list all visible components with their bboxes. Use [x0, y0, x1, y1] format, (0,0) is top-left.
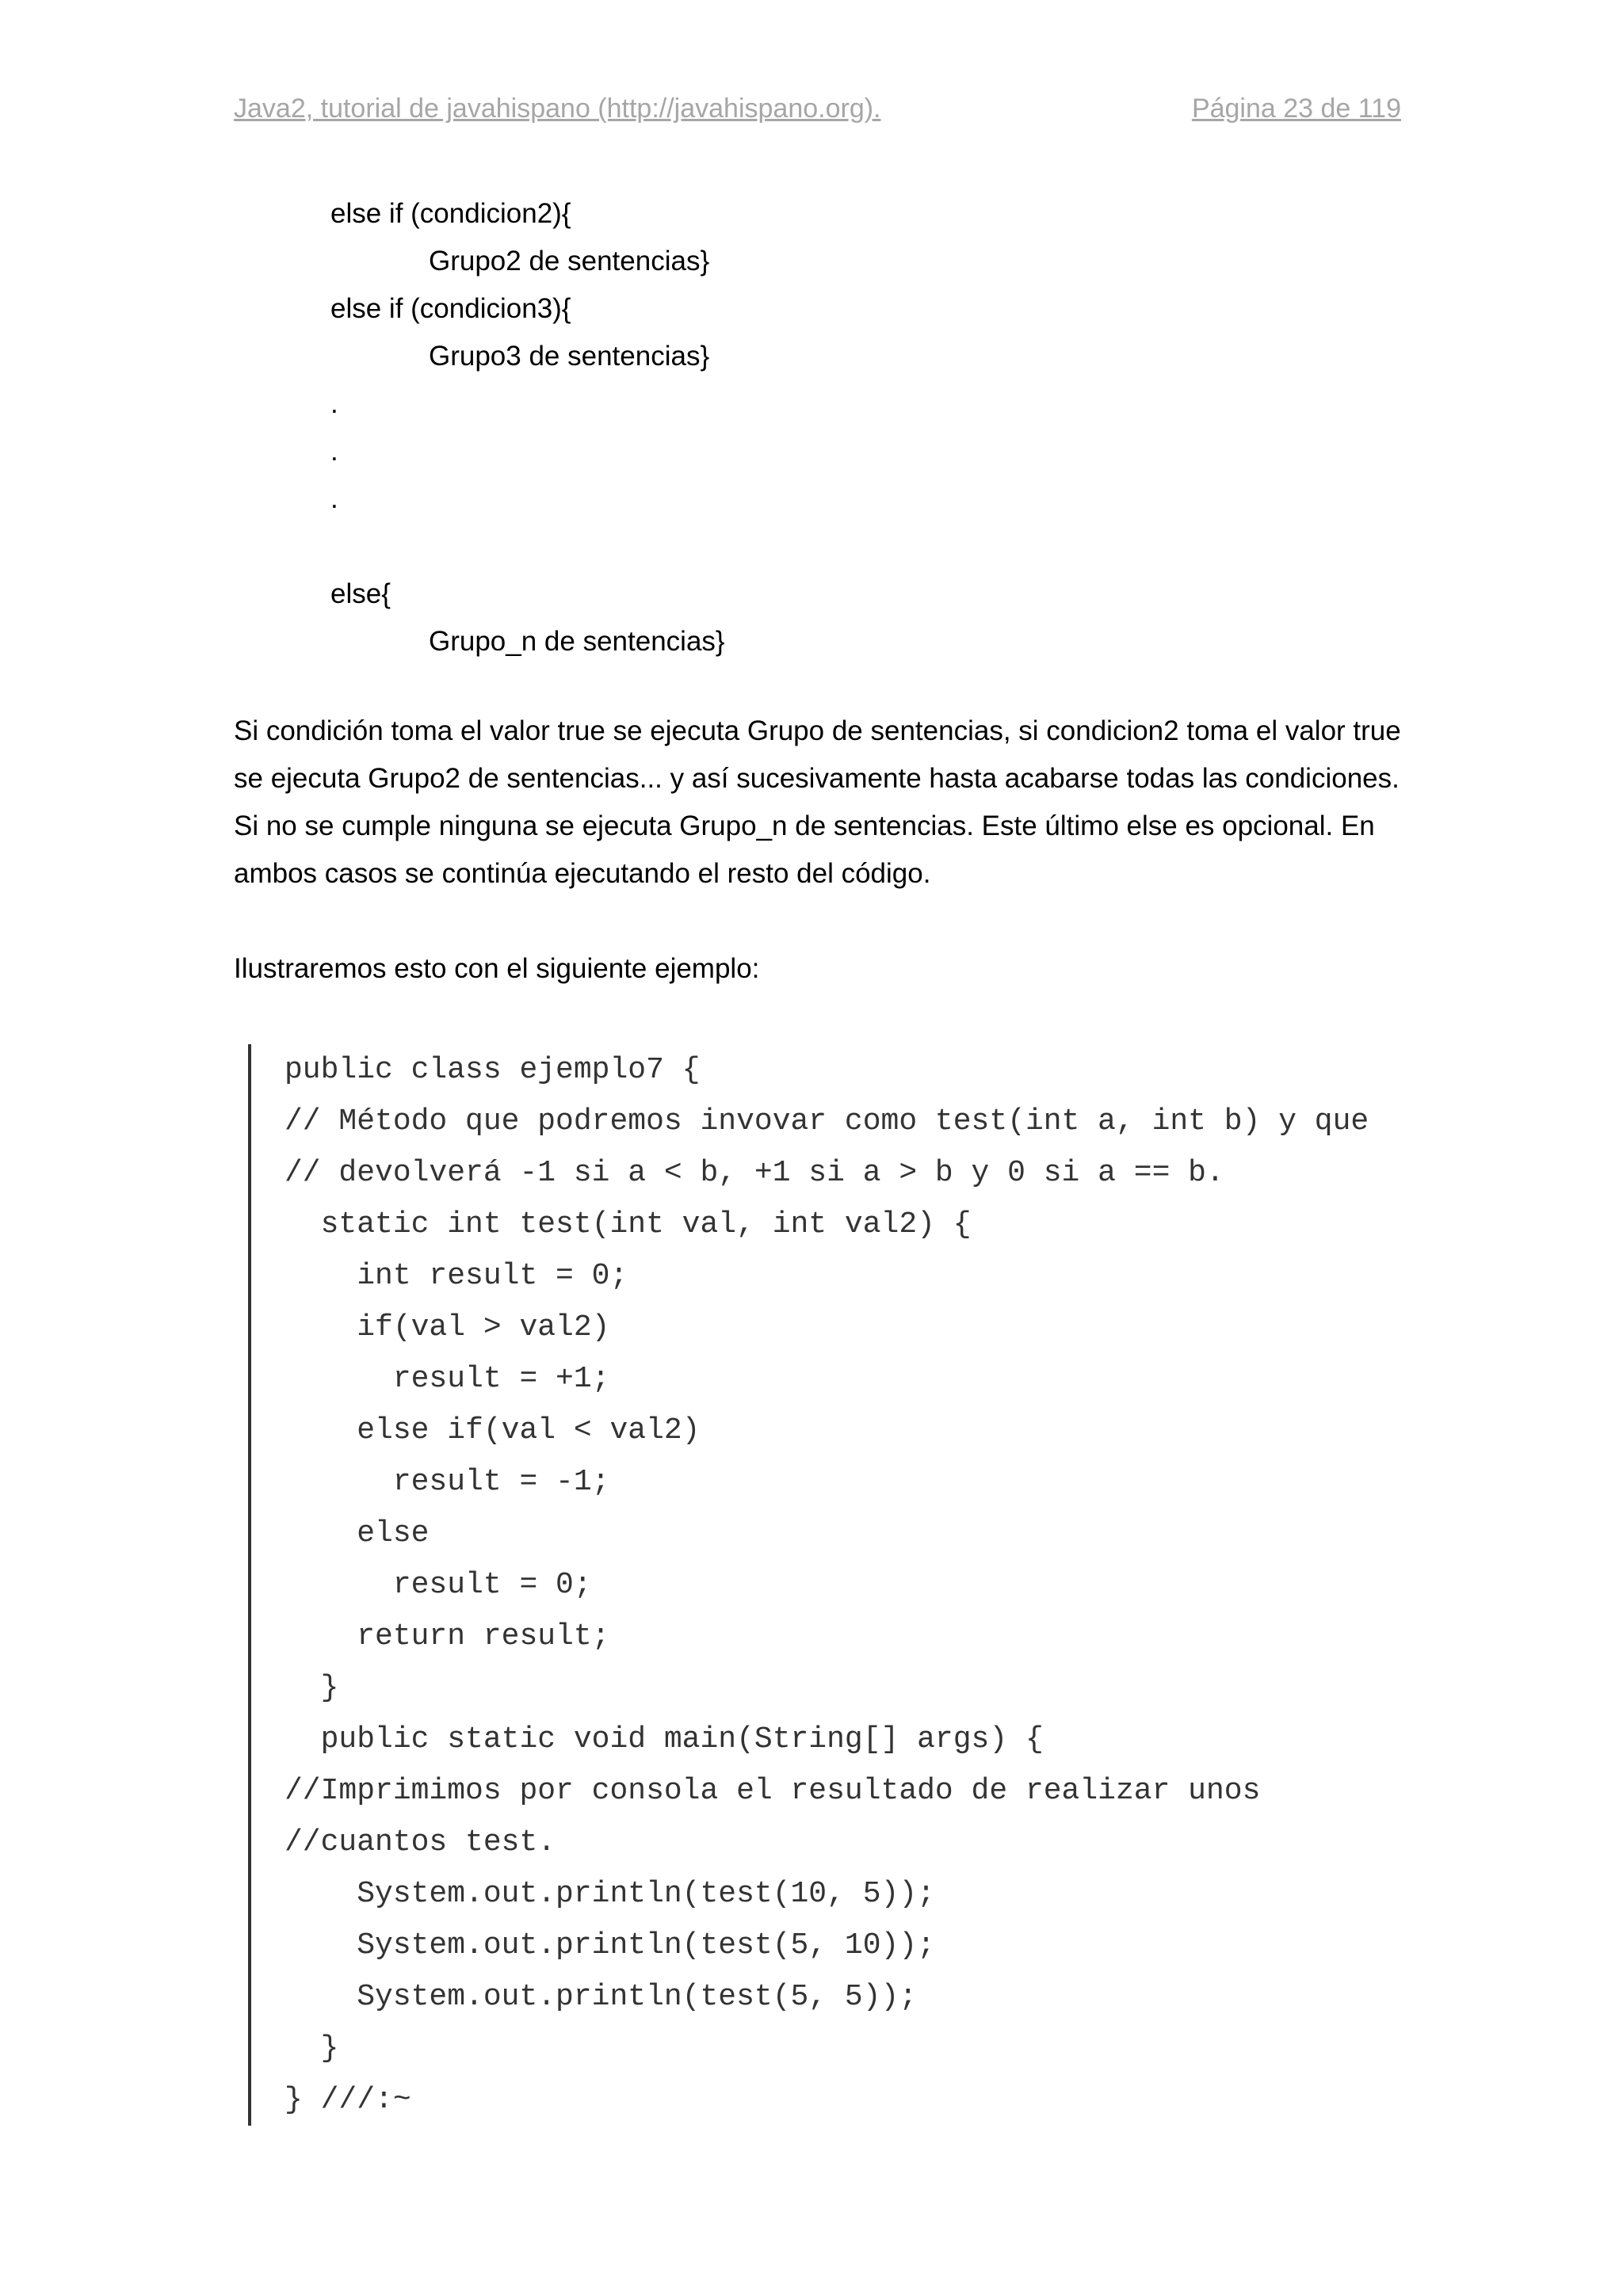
code-line: } [285, 2031, 339, 2065]
code-line: else if(val < val2) [285, 1413, 701, 1447]
code-line: // Método que podremos invovar como test(int a, int b) y que [285, 1104, 1369, 1138]
syntax-line: else if (condicion2){ [330, 198, 571, 229]
syntax-line: . [330, 483, 338, 514]
syntax-line: . [330, 388, 338, 419]
code-block [248, 1044, 1416, 2126]
code-line: if(val > val2) [285, 1310, 610, 1344]
code-line: //Imprimimos por consola el resultado de realizar unos [285, 1774, 1261, 1808]
code-line: } [285, 1671, 339, 1705]
code-listing [285, 1044, 1369, 2126]
syntax-line: else{ [330, 578, 391, 609]
page-header [234, 93, 1401, 133]
syntax-line: else if (condicion3){ [330, 293, 571, 324]
header-page-number[interactable]: Página 23 de 119 [1191, 93, 1401, 124]
code-line: int result = 0; [285, 1259, 628, 1293]
syntax-line [330, 523, 725, 570]
syntax-line: Grupo_n de sentencias} [429, 626, 725, 657]
syntax-line: Grupo2 de sentencias} [429, 246, 710, 277]
code-line: public static void main(String[] args) { [285, 1722, 1044, 1756]
code-line: else [285, 1516, 430, 1550]
code-line: System.out.println(test(10, 5)); [285, 1877, 935, 1911]
code-line: // devolverá -1 si a < b, +1 si a > b y 0 si a == b. [285, 1156, 1224, 1190]
syntax-line: Grupo3 de sentencias} [429, 341, 710, 372]
code-line: static int test(int val, int val2) { [285, 1207, 972, 1241]
code-line: return result; [285, 1619, 610, 1653]
code-line: public class ejemplo7 { [285, 1053, 701, 1087]
header-title-link[interactable]: Java2, tutorial de javahispano (http://javahispano.org). [234, 93, 881, 124]
example-intro-paragraph: Ilustraremos esto con el siguiente ejemplo: [234, 953, 760, 984]
code-line: } ///:~ [285, 2083, 411, 2117]
syntax-line: . [330, 436, 338, 467]
code-line: result = -1; [285, 1465, 610, 1499]
code-line: System.out.println(test(5, 10)); [285, 1928, 935, 1962]
code-line: result = +1; [285, 1362, 610, 1396]
code-line: //cuantos test. [285, 1825, 556, 1859]
code-line: result = 0; [285, 1568, 592, 1602]
syntax-block [330, 190, 725, 666]
code-line: System.out.println(test(5, 5)); [285, 1980, 918, 2014]
explanation-paragraph: Si condición toma el valor true se ejecuta Grupo de sentencias, si condicion2 toma el valor true se ejecuta Grupo2 de sentencias... y así sucesivamente hasta acabarse todas las condiciones. Si no se cumple ninguna se ejecuta Grupo_n de sentencias. Este último else es opcional. En ambos casos se continúa ejecutando el resto del código. [234, 715, 1401, 889]
